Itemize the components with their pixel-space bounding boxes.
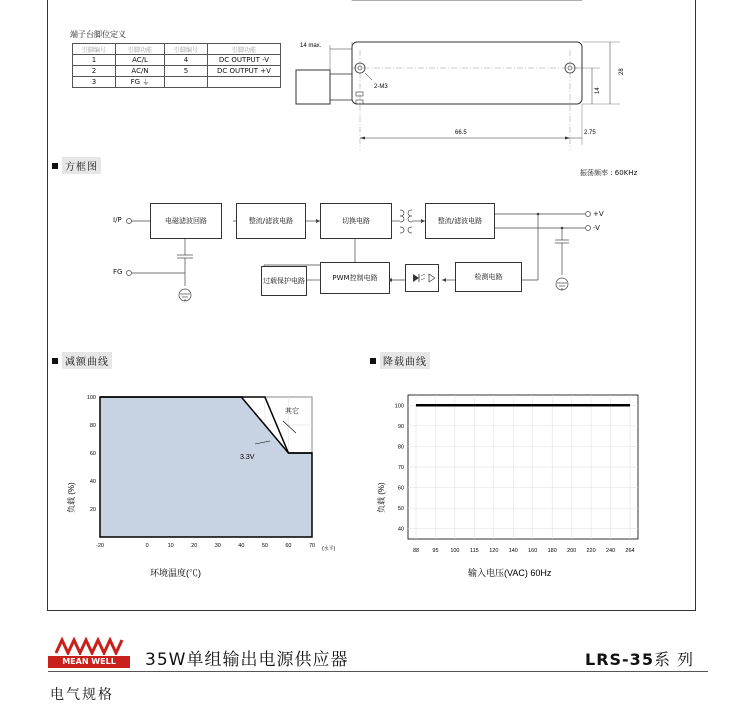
pin-cell: 2 [73,66,116,77]
x-tick-label: 180 [547,548,557,554]
fg-label: FG [113,268,123,276]
rectifier-block: 整流/滤波电路 [236,203,306,239]
pin-header: 引脚功能 [116,44,165,55]
x-tick-label: 140 [508,548,518,554]
x-tick-label: 70 [308,543,316,549]
meanwell-logo-icon [54,637,124,655]
pin-cell: AC/N [116,66,165,77]
logo-text: MEAN WELL [48,656,130,668]
pin-table [72,43,281,88]
pin-cell: 3 [73,77,116,88]
x-tick-label: 50 [261,543,268,549]
y-tick-label: 100 [86,395,96,401]
mechanical-drawing [290,0,650,150]
x-tick-label: 10 [167,543,174,549]
y-tick-label: 60 [397,485,404,492]
load-xlabel: 输入电压(VAC) 60Hz [468,568,552,578]
x-tick-label: 30 [214,543,221,549]
pwm-control-block: PWM控制电路 [320,262,390,294]
pin-table-title: 端子台脚位定义 [70,30,126,39]
x-tick-label: 160 [528,548,538,554]
pin-header: 引脚功能 [208,44,281,55]
y-tick-label: 80 [397,444,404,451]
pin-cell: 1 [73,55,116,66]
detection-block: 检测电路 [455,262,522,292]
pin-cell: 5 [165,66,208,77]
derating-chart [60,385,360,585]
next-section-heading: 电气规格 [50,687,114,703]
dim-28: 28 [619,68,625,75]
pin-cell: AC/L [116,55,165,66]
x-tick-label: 120 [489,548,499,554]
x-tick-label: 95 [432,548,439,554]
x-tick-label: 264 [625,548,635,554]
derating-area [100,397,312,537]
optocoupler-block [405,264,439,292]
dim-14: 14 [595,87,601,94]
x-tick-label: 100 [450,548,460,554]
screw-label: 2-M3 [374,84,388,90]
y-tick-label: 90 [397,423,404,430]
pin-header: 引脚编号 [73,44,116,55]
y-tick-label: 60 [89,451,96,457]
x-tick-label: 240 [605,548,616,554]
pin-cell [165,77,208,88]
y-tick-label: 100 [394,403,404,410]
pin-cell [208,77,281,88]
pin-header: 引脚编号 [165,44,208,55]
derating-ylabel: 负载 (%) [67,482,76,513]
input-label: I/P [113,216,122,224]
y-tick-label: 80 [89,423,96,429]
output-rectifier-block: 整流/滤波电路 [425,203,495,239]
model-name: LRS-35系 列 [585,650,695,669]
section-square-icon [52,163,58,169]
x-tick-label: 40 [238,543,245,549]
dim-14max: 14 max. [300,43,322,49]
dim-2-75: 2.75 [584,130,596,136]
x-tick-label: 115 [469,548,479,554]
v33-annotation: 3.3V [240,454,255,461]
x-tick-label: 0 [145,543,149,549]
load-curve-heading: 降载曲线 [370,352,430,369]
x-tick-label: 60 [285,543,292,549]
dim-66-5: 66.5 [455,130,467,136]
load-curve-chart [370,385,670,585]
section-square-icon [370,358,376,364]
pin-cell: 4 [165,55,208,66]
block-diagram-heading: 方框图 [52,157,101,174]
x-tick-label: 20 [191,543,198,549]
y-tick-label: 40 [397,526,404,533]
x-unit: (水平) [322,546,336,552]
emi-filter-block: 电磁滤波回路 [150,203,222,239]
others-annotation: 其它 [285,408,299,415]
derating-xlabel: 环境温度(℃) [150,568,201,578]
product-title: 35W单组输出电源供应器 [145,650,349,670]
load-ylabel: 负载 (%) [377,482,386,513]
switching-block: 切换电路 [320,203,392,239]
y-tick-label: 70 [397,465,404,471]
overload-protection-block: 过载保护电路 [261,266,307,296]
x-tick-label: 88 [412,548,420,554]
pin-cell: FG ⏚ [116,77,165,88]
oscillation-frequency: 振荡频率 : 60KHz [580,169,638,177]
vplus-label: +V [593,210,604,218]
y-tick-label: 50 [397,506,404,513]
y-tick-label: 20 [89,507,96,513]
section-square-icon [52,358,58,364]
pin-cell: DC OUTPUT -V [208,55,281,66]
pin-cell: DC OUTPUT +V [208,66,281,77]
vminus-label: -V [593,224,600,232]
meanwell-logo [48,636,130,672]
x-tick-label: -20 [96,543,104,549]
y-tick-label: 40 [89,479,96,485]
x-tick-label: 200 [567,548,577,554]
optocoupler-icon [409,269,435,287]
footer-divider [48,671,708,672]
derating-heading: 减额曲线 [52,352,112,369]
x-tick-label: 220 [586,548,596,554]
